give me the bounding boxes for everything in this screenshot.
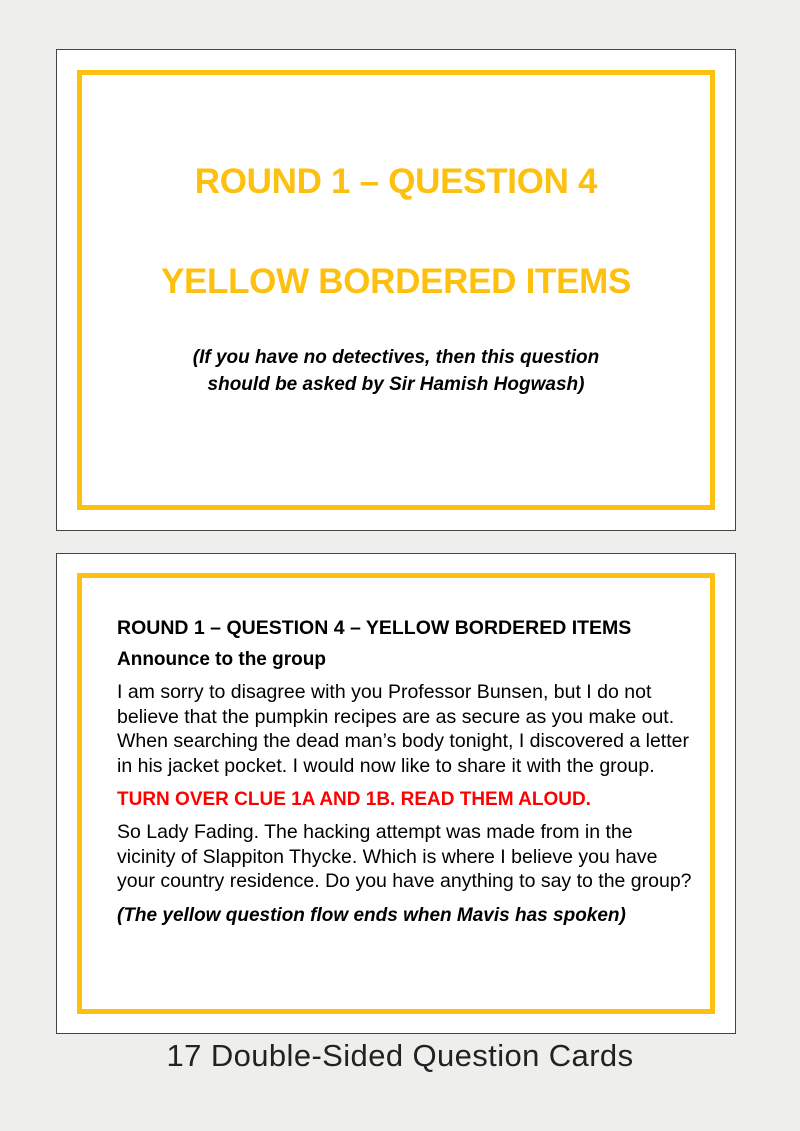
card-front-note: [117, 344, 675, 398]
note-line-2: should be asked by Sir Hamish Hogwash): [207, 374, 585, 395]
card-title-category: YELLOW BORDERED ITEMS: [160, 262, 632, 301]
card-back-heading: ROUND 1 – QUESTION 4 – YELLOW BORDERED ITEMS: [117, 617, 632, 639]
card-back-paragraph-2: So Lady Fading. The hacking attempt was made from in the vicinity of Slappiton Thycke. Which is where I believe you have your country residence. Do you have anything to say to the group?: [117, 821, 692, 892]
question-card-back: [56, 553, 736, 1034]
product-caption: 17 Double-Sided Question Cards: [166, 1038, 634, 1073]
card-title-round: ROUND 1 – QUESTION 4: [194, 162, 598, 201]
card-back-paragraph-1: I am sorry to disagree with you Professor Bunsen, but I do not believe that the pumpkin recipes are as secure as you make out. When searching the dead man’s body tonight, I discovered a letter in his jacket pocket. I would now like to share it with the group.: [117, 681, 689, 777]
card-back-instruction: TURN OVER CLUE 1A AND 1B. READ THEM ALOUD.: [117, 789, 591, 810]
card-back-subheading: Announce to the group: [117, 649, 326, 670]
card-back-footer-note: (The yellow question flow ends when Mavis has spoken): [117, 904, 626, 926]
question-card-front: [56, 49, 736, 531]
note-line-1: (If you have no detectives, then this question: [192, 347, 600, 368]
card-back-content: [117, 616, 695, 928]
